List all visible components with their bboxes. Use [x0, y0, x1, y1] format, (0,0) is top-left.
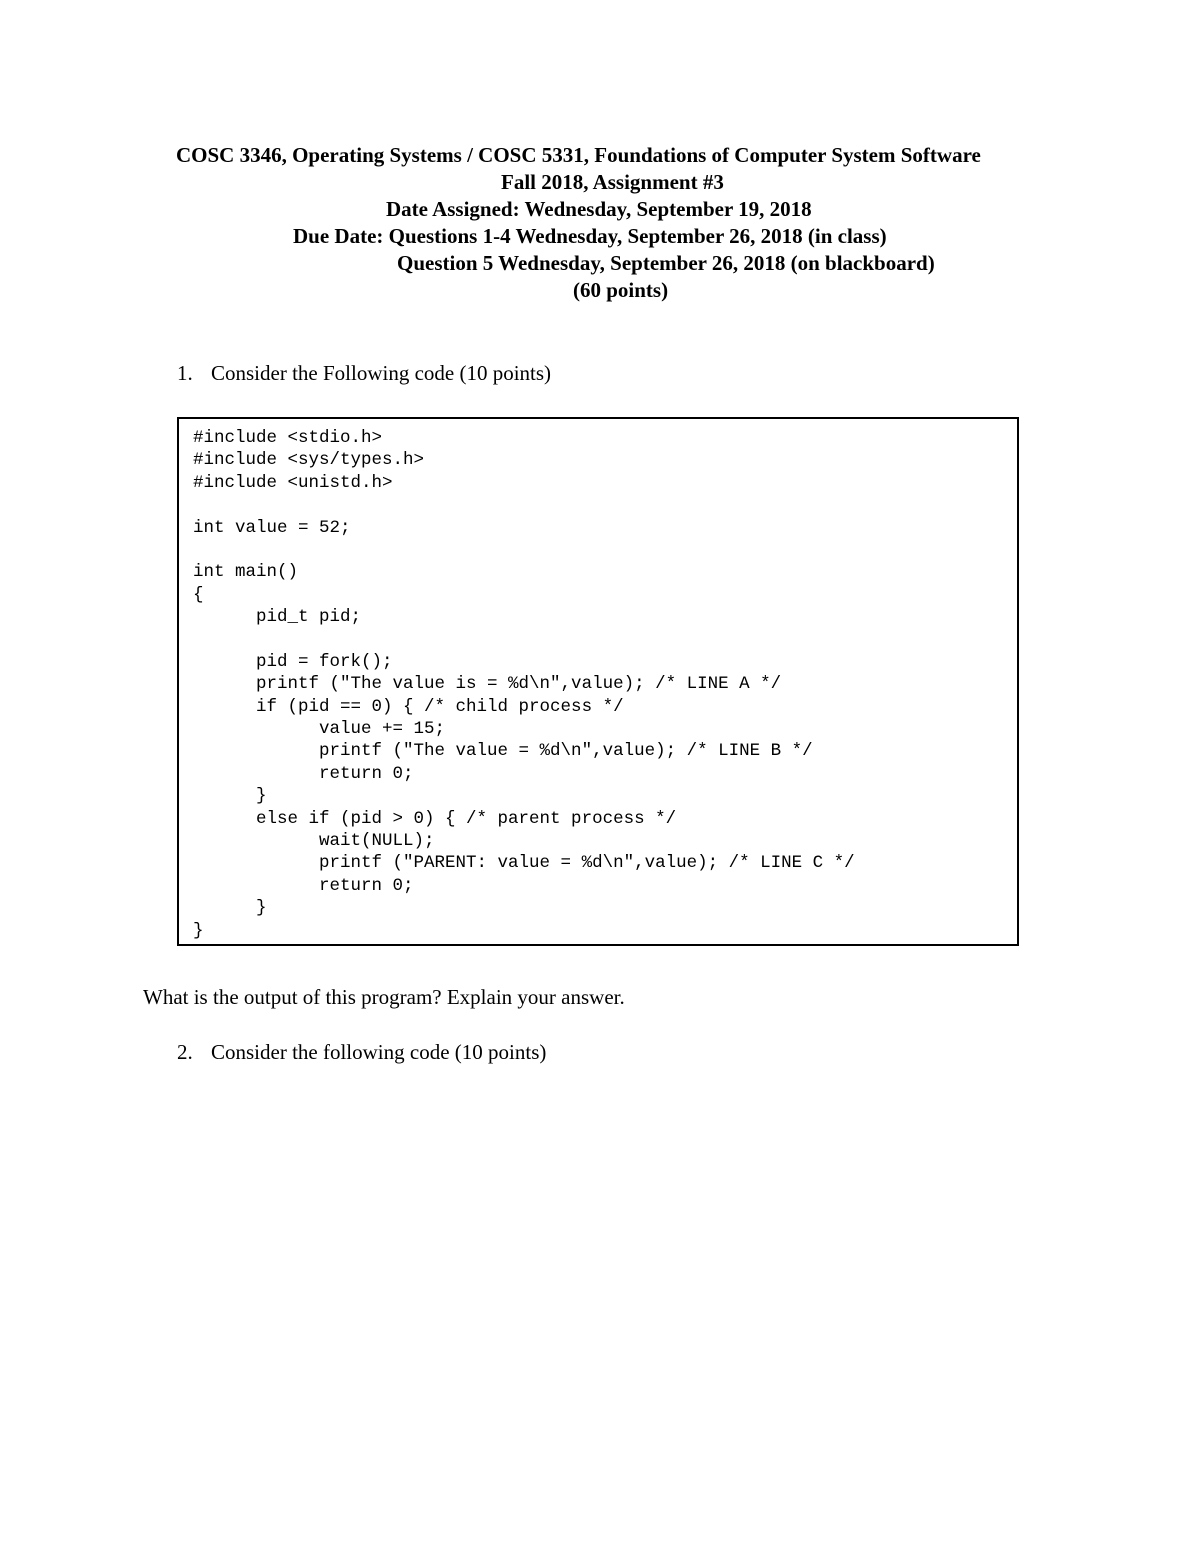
- date-assigned: Date Assigned: Wednesday, September 19, 2018: [386, 197, 812, 221]
- course-title: COSC 3346, Operating Systems / COSC 5331, Foundations of Computer System Software: [176, 143, 981, 167]
- code-line: }: [193, 898, 267, 919]
- question-number: 2.: [177, 1040, 193, 1064]
- code-line: printf ("PARENT: value = %d\n",value); /* LINE C */: [193, 853, 855, 874]
- code-line: pid = fork();: [193, 651, 393, 672]
- question-number: 1.: [177, 361, 193, 385]
- code-line: }: [193, 786, 267, 807]
- code-line: wait(NULL);: [193, 831, 435, 852]
- code-line: value += 15;: [193, 719, 446, 740]
- code-line: pid_t pid;: [193, 607, 362, 628]
- code-line: int main(): [193, 562, 299, 583]
- code-block: [193, 427, 855, 942]
- question-2: [177, 1039, 677, 1065]
- code-line: [193, 494, 855, 516]
- code-line: if (pid == 0) { /* child process */: [193, 696, 624, 717]
- question-1-followup: What is the output of this program? Explain your answer.: [143, 985, 625, 1009]
- code-line: else if (pid > 0) { /* parent process */: [193, 808, 677, 829]
- code-line: return 0;: [193, 763, 414, 784]
- code-line: [193, 539, 855, 561]
- code-line: printf ("The value is = %d\n",value); /* LINE A */: [193, 674, 782, 695]
- code-line: int value = 52;: [193, 517, 351, 538]
- code-line: return 0;: [193, 875, 414, 896]
- term-line: Fall 2018, Assignment #3: [501, 170, 724, 194]
- question-text: Consider the following code (10 points): [211, 1040, 547, 1064]
- due-date-line-1: Due Date: Questions 1-4 Wednesday, September 26, 2018 (in class): [293, 224, 887, 248]
- question-text: Consider the Following code (10 points): [211, 361, 552, 385]
- code-line: #include <stdio.h>: [193, 428, 383, 448]
- question-1: [177, 360, 677, 386]
- total-points: (60 points): [573, 278, 669, 302]
- code-line: #include <sys/types.h>: [193, 450, 425, 471]
- due-date-line-2: Question 5 Wednesday, September 26, 2018 (on blackboard): [397, 251, 935, 275]
- code-line: [193, 629, 855, 651]
- code-line: {: [193, 584, 204, 605]
- code-line: printf ("The value = %d\n",value); /* LINE B */: [193, 741, 813, 762]
- code-line: #include <unistd.h>: [193, 472, 393, 493]
- code-listing: [177, 417, 1019, 946]
- code-line: }: [193, 920, 204, 941]
